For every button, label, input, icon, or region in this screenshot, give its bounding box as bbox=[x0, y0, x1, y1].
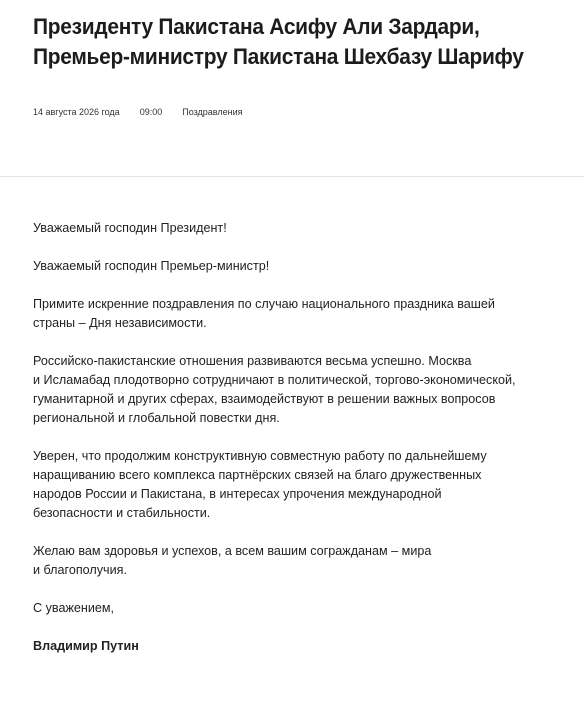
paragraph-line: Российско-пакистанские отношения развиваются весьма успешно. Москва bbox=[33, 354, 472, 368]
paragraph-line: Желаю вам здоровья и успехов, а всем вашим согражданам – мира bbox=[33, 544, 432, 558]
paragraph-line: и благополучия. bbox=[33, 563, 127, 577]
paragraph-line: безопасности и стабильности. bbox=[33, 506, 211, 520]
paragraph-relations bbox=[33, 352, 553, 428]
article-meta bbox=[33, 107, 243, 117]
paragraph-line: региональной и глобальной повестки дня. bbox=[33, 411, 280, 425]
paragraph-line: гуманитарной и других сферах, взаимодействуют в решении важных вопросов bbox=[33, 392, 496, 406]
title-line-2: Премьер-министру Пакистана Шехбазу Шарифу bbox=[33, 44, 524, 69]
paragraph-line: Примите искренние поздравления по случаю национального праздника вашей bbox=[33, 297, 495, 311]
paragraph-wishes bbox=[33, 542, 553, 580]
publish-time: 09:00 bbox=[139, 107, 163, 117]
paragraph-line: страны – Дня независимости. bbox=[33, 316, 207, 330]
closing: С уважением, bbox=[33, 601, 115, 615]
greeting-president: Уважаемый господин Президент! bbox=[33, 221, 227, 235]
greeting-prime-minister: Уважаемый господин Премьер-министр! bbox=[33, 259, 270, 273]
signature: Владимир Путин bbox=[33, 639, 139, 653]
paragraph-line: и Исламабад плодотворно сотрудничают в политической, торгово-экономической, bbox=[33, 373, 516, 387]
paragraph-cooperation bbox=[33, 447, 553, 523]
paragraph-line: Уверен, что продолжим конструктивную совместную работу по дальнейшему bbox=[33, 449, 487, 463]
paragraph-line: народов России и Пакистана, в интересах упрочения международной bbox=[33, 487, 442, 501]
publish-date: 14 августа 2026 года bbox=[33, 107, 120, 117]
letter-body bbox=[33, 219, 553, 675]
divider bbox=[0, 176, 584, 177]
paragraph-line: наращиванию всего комплекса партнёрских связей на благо дружественных bbox=[33, 468, 482, 482]
category-link[interactable]: Поздравления bbox=[182, 107, 243, 117]
title-line-1: Президенту Пакистана Асифу Али Зардари, bbox=[33, 14, 480, 39]
paragraph-congratulations bbox=[33, 295, 553, 333]
page-title bbox=[33, 12, 535, 72]
